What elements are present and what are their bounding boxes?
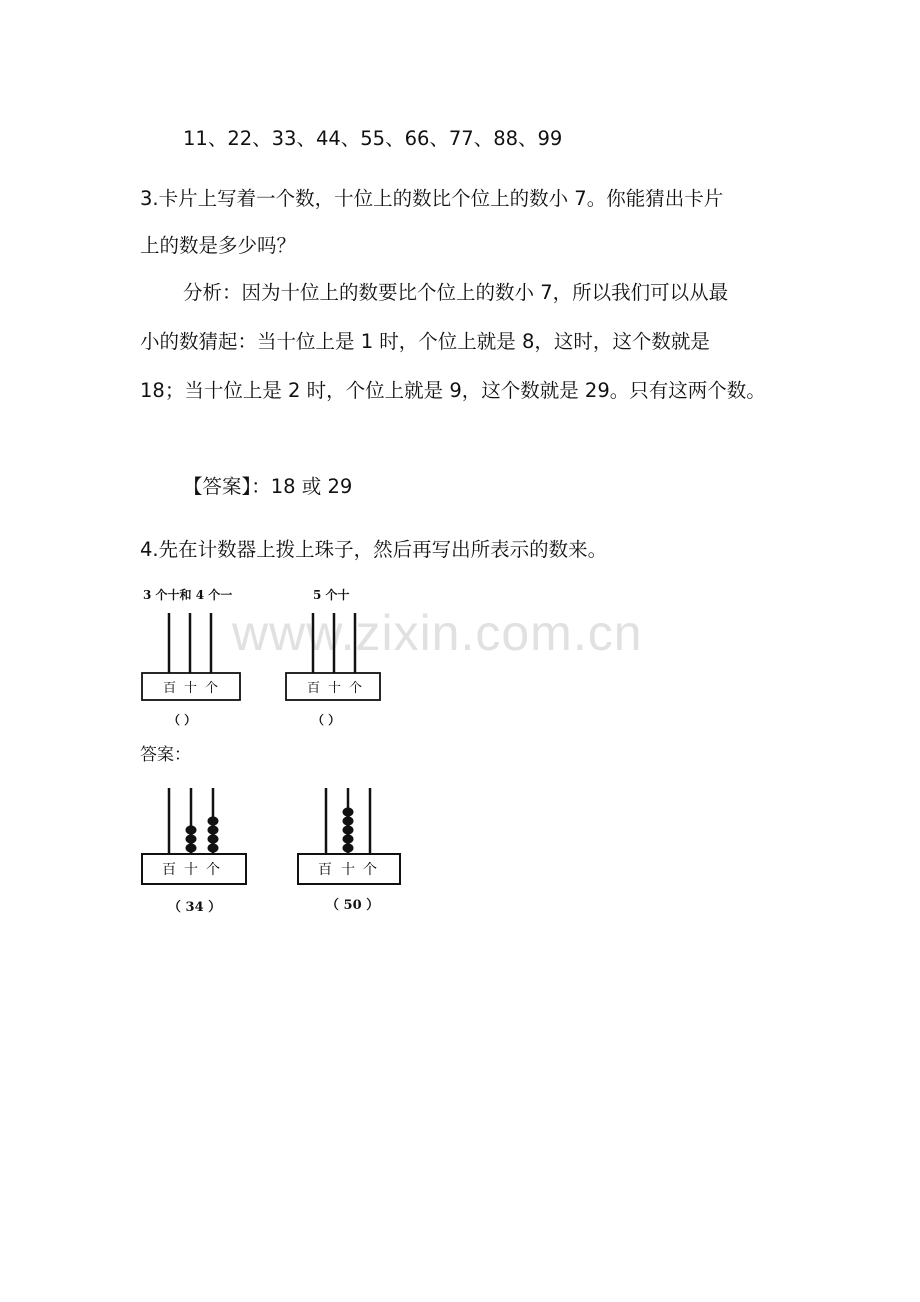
q4-answer-label: 答案： (140, 745, 191, 765)
answer1-bead-ones (208, 843, 219, 852)
answer1-place-hundreds: 百 (162, 862, 176, 878)
abacus1-label: 3 个十和 4 个一 (143, 588, 233, 602)
abacus2-place-ones: 个 (349, 681, 363, 696)
answer2-figure (296, 780, 406, 888)
answer2-bead-tens (343, 816, 354, 825)
previous-answer-line: 11、22、33、44、55、66、77、88、99 (183, 127, 563, 150)
q3-analysis-line2: 小的数猜起：当十位上是 1 时，个位上就是 8，这时，这个数就是 (140, 330, 710, 353)
answer1-bead-tens (186, 843, 197, 852)
answer1-place-ones: 个 (206, 862, 220, 878)
answer1-bead-ones (208, 825, 219, 834)
q3-analysis-line3: 18；当十位上是 2 时，个位上就是 9，这个数就是 29。只有这两个数。 (140, 379, 766, 402)
abacus1-place-hundreds: 百 (163, 681, 177, 696)
abacus1-place-ones: 个 (205, 681, 219, 696)
answer1-bead-ones (208, 834, 219, 843)
answer2-place-tens: 十 (341, 862, 355, 878)
abacus2-place-hundreds: 百 (307, 681, 321, 696)
watermark: www.zixin.com.cn (232, 605, 643, 661)
answer1-bead-ones (208, 816, 219, 825)
abacus2-blank: （ ） (312, 713, 341, 727)
answer2-place-ones: 个 (363, 862, 377, 878)
q3-analysis-line1: 分析：因为十位上的数要比个位上的数小 7，所以我们可以从最 (183, 281, 729, 304)
answer2-bead-tens (343, 834, 354, 843)
abacus1-blank: （ ） (168, 713, 197, 727)
abacus2-figure (284, 605, 394, 705)
answer2-value: （ 50 ） (326, 898, 380, 913)
answer1-figure (140, 780, 255, 888)
abacus2-label: 5 个十 (313, 588, 350, 602)
answer1-bead-tens (186, 825, 197, 834)
answer2-place-hundreds: 百 (318, 862, 332, 878)
answer2-bead-tens (343, 843, 354, 852)
answer1-value: （ 34 ） (168, 900, 222, 915)
answer1-place-tens: 十 (184, 862, 198, 878)
answer2-bead-tens (343, 825, 354, 834)
abacus1-place-tens: 十 (184, 681, 198, 696)
abacus2-place-tens: 十 (328, 681, 342, 696)
q3-question-line2: 上的数是多少吗？ (140, 234, 297, 257)
answer2-bead-tens (343, 807, 354, 816)
answer1-bead-tens (186, 834, 197, 843)
abacus1-figure (140, 605, 250, 705)
q4-question: 4.先在计数器上拨上珠子，然后再写出所表示的数来。 (140, 538, 608, 561)
q3-answer: 【答案】：18 或 29 (183, 475, 353, 498)
q3-question-line1: 3.卡片上写着一个数，十位上的数比个位上的数小 7。你能猜出卡片 (140, 187, 724, 210)
